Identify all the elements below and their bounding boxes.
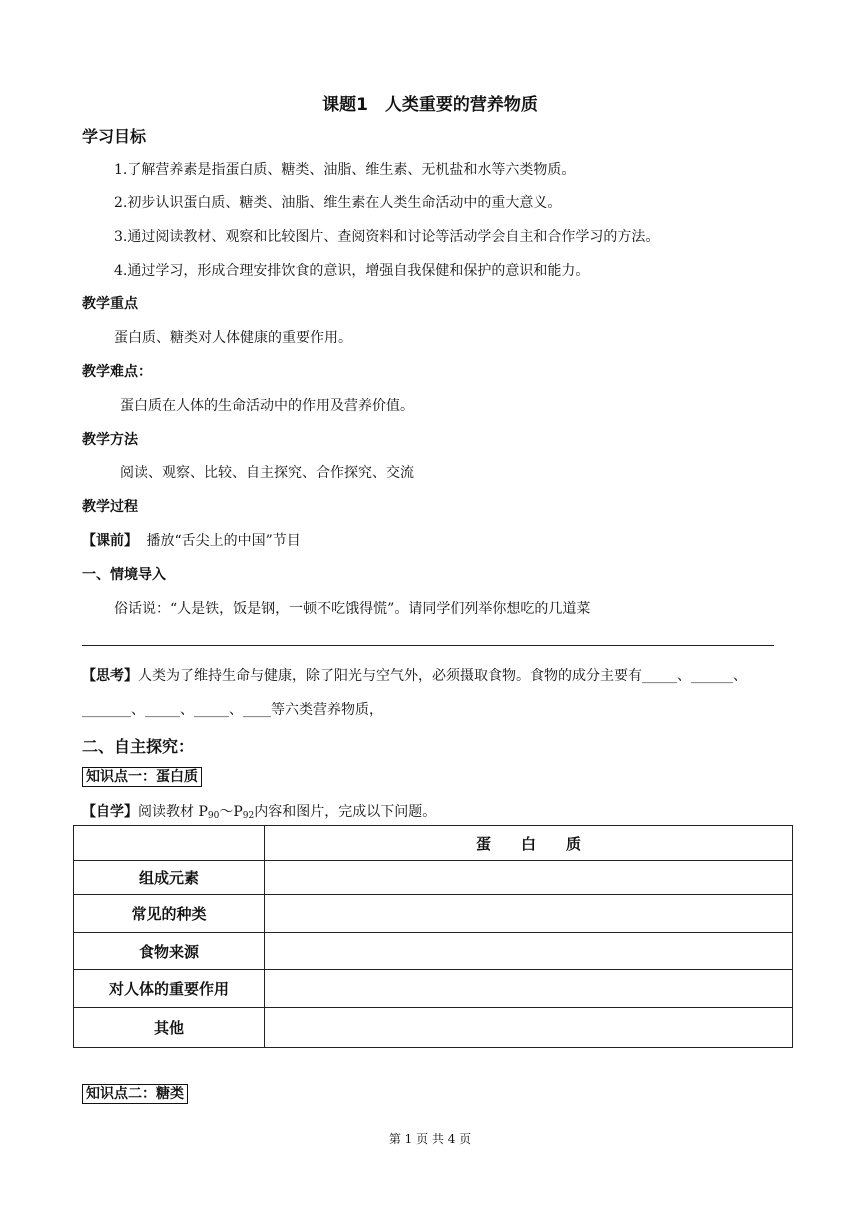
row-label: 对人体的重要作用 [74,970,265,1008]
objective-item-2: 2.初步认识蛋白质、糖类、油脂、维生素在人类生命活动中的重大意义。 [114,195,562,211]
table-row [74,826,793,861]
kp2-label-wrap [82,1083,188,1103]
page-sub-a: 90 [207,811,220,821]
self-study-tilde: ～P [219,804,243,820]
answer-line [82,645,774,646]
process-heading: 教学过程 [82,499,138,515]
table-cell[interactable] [265,1008,793,1048]
think-text-1: 人类为了维持生命与健康，除了阳光与空气外，必须摄取食物。食物的成分主要有_____、______、 [138,668,747,684]
table-cell[interactable] [265,933,793,970]
page-sub-b: 92 [242,811,255,821]
section1-text: 俗话说：“人是铁，饭是钢，一顿不吃饿得慌”。请同学们列举你想吃的几道菜 [114,601,591,617]
section2-heading: 二、自主探究： [82,737,195,756]
self-study-label: 【自学】 [82,804,138,820]
pre-class-text: 播放“舌尖上的中国”节目 [146,533,301,549]
table-row [74,933,793,970]
self-study-line [82,801,436,821]
method-text: 阅读、观察、比较、自主探究、合作探究、交流 [120,465,414,481]
difficulty-heading: 教学难点： [82,364,152,380]
table-cell [74,826,265,861]
table-cell[interactable] [265,895,793,933]
key-point-text: 蛋白质、糖类对人体健康的重要作用。 [114,330,352,346]
key-point-heading: 教学重点 [82,296,138,312]
method-heading: 教学方法 [82,432,138,448]
think-line-1 [82,665,747,685]
pre-class-line [82,530,301,550]
table-row [74,861,793,895]
table-cell[interactable] [265,861,793,895]
self-study-pre: 阅读教材 P [138,804,208,820]
row-label: 组成元素 [74,861,265,895]
row-label: 其他 [74,1008,265,1048]
table-row [74,1008,793,1048]
objective-item-4: 4.通过学习，形成合理安排饮食的意识，增强自我保健和保护的意识和能力。 [114,263,590,279]
kp2-label: 知识点二：糖类 [82,1084,188,1104]
objective-item-1: 1.了解营养素是指蛋白质、糖类、油脂、维生素、无机盐和水等六类物质。 [114,162,576,178]
section1-heading: 一、情境导入 [82,567,166,583]
page-footer: 第 1 页 共 4 页 [388,1132,472,1146]
objective-item-3: 3.通过阅读教材、观察和比较图片、查阅资料和讨论等活动学会自主和合作学习的方法。 [114,229,660,245]
difficulty-text: 蛋白质在人体的生命活动中的作用及营养价值。 [120,398,414,414]
think-label: 【思考】 [82,668,138,684]
protein-table [73,825,793,1048]
table-row [74,895,793,933]
table-cell[interactable] [265,970,793,1008]
table-header-protein: 蛋 白 质 [265,826,793,861]
row-label: 食物来源 [74,933,265,970]
self-study-post: 内容和图片，完成以下问题。 [254,804,437,820]
kp1-label-wrap [82,766,202,786]
objectives-heading: 学习目标 [82,127,147,146]
kp1-label: 知识点一：蛋白质 [82,767,202,787]
row-label: 常见的种类 [74,895,265,933]
think-line-2: _______、_____、_____、____等六类营养物质， [82,702,383,718]
page-title: 课题1 人类重要的营养物质 [322,95,538,115]
table-row [74,970,793,1008]
pre-class-label: 【课前】 [82,533,138,549]
